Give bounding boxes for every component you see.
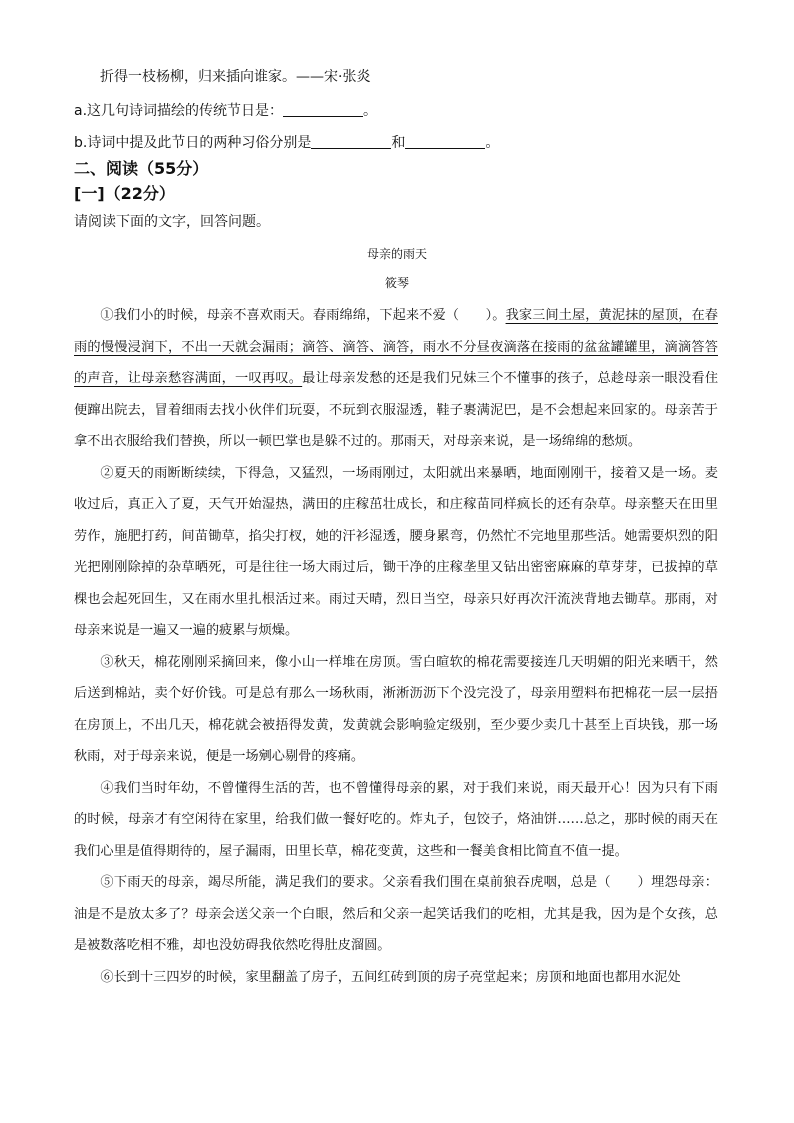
paragraph-4: ④我们当时年幼，不曾懂得生活的苦，也不曾懂得母亲的累，对于我们来说，雨天最开心！因为只有下雨的时候，母亲才有空闲待在家里，给我们做一餐好吃的。炸丸子，包饺子，烙油饼……总之，那时候的雨天在我们心里是值得期待的，屋子漏雨，田里长草，棉花变黄，这些和一餐美食相比简直不值一提。 — [74, 780, 718, 859]
paragraph-1-lead: ①我们小的时候，母亲不喜欢雨天。春雨绵绵，下起来不爱（ ）。 — [100, 308, 506, 323]
paragraph-3: ③秋天，棉花刚刚采摘回来，像小山一样堆在房顶。雪白暄软的棉花需要接连几天明媚的阳光来晒干，然后送到棉站，卖个好价钱。可是总有那么一场秋雨，淅淅沥沥下个没完没了，母亲用塑料布把棉花一层一层捂在房顶上，不出几天，棉花就会被捂得发黄，发黄就会影响验定级别，至少要少卖几十甚至上百块钱，那一场秋雨，对于母亲来说，便是一场剜心剔骨的疼痛。 — [74, 654, 718, 764]
paragraph-1 — [74, 300, 718, 458]
article-body — [74, 300, 718, 993]
instruction: 请阅读下面的文字，回答问题。 — [74, 214, 270, 230]
question-a-end: 。 — [363, 103, 378, 119]
question-b — [74, 132, 499, 152]
answer-blank-a[interactable] — [283, 102, 363, 117]
sub-section-title: [一]（22分） — [74, 184, 175, 203]
paragraph-2: ②夏天的雨断断续续，下得急，又猛烈，一场雨刚过，太阳就出来暴晒，地面刚刚干，接着又是一场。麦收过后，真正入了夏，天气开始湿热，满田的庄稼茁壮成长，和庄稼苗同样疯长的还有杂草。母亲整天在田里劳作，施肥打药，间苗锄草，掐尖打杈，她的汗衫湿透，腰身累弯，仍然忙不完地里那些活。她需要炽烈的阳光把刚刚除掉的杂草晒死，可是往往一场大雨过后，锄干净的庄稼垄里又钻出密密麻麻的草芽芽，已拔掉的草棵也会起死回生，又在雨水里扎根活过来。雨过天晴，烈日当空，母亲只好再次汗流浃背地去锄草。那雨，对母亲来说是一遍又一遍的疲累与烦燥。 — [74, 465, 718, 638]
article-author: 筱琴 — [384, 276, 409, 290]
question-b-text: b.诗词中提及此节日的两种习俗分别是 — [74, 135, 312, 151]
answer-blank-b1[interactable] — [311, 134, 391, 149]
poem-line: 折得一枝杨柳，归来插向谁家。——宋·张炎 — [100, 69, 371, 85]
question-b-mid: 和 — [391, 135, 406, 151]
question-a — [74, 100, 377, 120]
answer-blank-b2[interactable] — [405, 134, 485, 149]
paragraph-5: ⑤下雨天的母亲，竭尽所能，满足我们的要求。父亲看我们围在桌前狼吞虎咽，总是（ ）埋怨母亲：油是不是放太多了？母亲会送父亲一个白眼，然后和父亲一起笑话我们的吃相，尤其是我，因为是个女孩，总是被数落吃相不雅，却也没妨碍我依然吃得肚皮溜圆。 — [74, 875, 718, 953]
paragraph-1-rest: 最让母亲发愁的还是我们兄妹三个不懂事的孩子，总趁母亲一眼没看住便蹿出院去，冒着细雨去找小伙伴们玩耍，不玩到衣服湿透，鞋子裹满泥巴，是不会想起来回家的。母亲苦于拿不出衣服给我们替换，所以一顿巴掌也是躲不过的。那雨天，对母亲来说，是一场绵绵的愁烦。 — [74, 371, 719, 449]
paragraph-6: ⑥长到十三四岁的时候，家里翻盖了房子，五间红砖到顶的房子亮堂起来；房顶和地面也都用水泥处 — [100, 969, 681, 985]
question-a-text: a.这几句诗词描绘的传统节日是： — [74, 103, 284, 119]
section-title: 二、阅读（55分） — [74, 159, 209, 178]
underlined-passage: 我家三间土屋，黄泥抹的屋顶，在春雨的慢慢浸润下，不出一天就会漏雨；滴答、滴答、滴答，雨水不分昼夜滴落在接雨的盆盆罐罐里，滴滴答答的声音，让母亲愁容满面，一叹再叹。 — [74, 308, 718, 386]
article-title: 母亲的雨天 — [366, 247, 427, 261]
question-b-end: 。 — [485, 135, 500, 151]
